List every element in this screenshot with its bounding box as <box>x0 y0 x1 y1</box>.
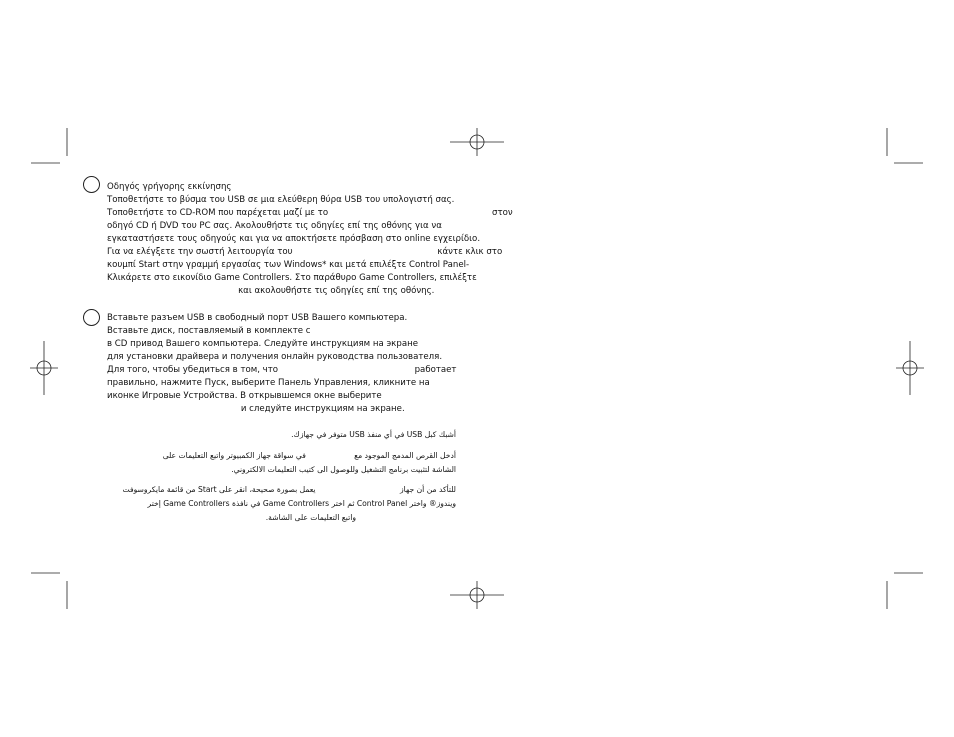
arabic-line: الشاشة لتثبيت برنامج التشغيل وللوصول الى كتيب التعليمات الالكتروني. <box>231 465 456 474</box>
arabic-line: ويندوز® واختر Control Panel ثم اختر Game Controllers في نافذة Game Controllers إختر <box>147 499 456 508</box>
arabic-line: أدخل القرص المدمج الموجود مع في سواقة جهاز الكمبيوتر واتبع التعليمات على <box>162 451 456 460</box>
russian-line: Вставьте диск, поставляемый в комплекте с <box>107 326 311 336</box>
greek-line: Τοποθετήστε το CD-ROM που παρέχεται μαζί με το στον <box>107 208 513 218</box>
greek-section-marker <box>83 176 100 193</box>
russian-line: Для того, чтобы убедиться в том, что работает <box>107 365 457 375</box>
greek-line: κουμπί Start στην γραμμή εργασίας των Windows* και μετά επιλέξτε Control Panel- <box>107 260 470 270</box>
greek-line: εγκαταστήσετε τους οδηγούς και για να αποκτήσετε πρόσβαση στο online εγχειρίδιο. <box>107 234 481 244</box>
greek-line: Για να ελέγξετε την σωστή λειτουργία του κάντε κλικ στο <box>107 247 503 257</box>
arabic-section <box>100 425 456 524</box>
arabic-line: أشبك كبل USB في أي منفذ USB متوفر في جهازك. <box>291 430 456 439</box>
russian-line: в CD привод Вашего компьютера. Следуйте инструкциям на экране <box>107 339 418 349</box>
greek-line: Κλικάρετε στο εικονίδιο Game Controllers. Στο παράθυρο Game Controllers, επιλέξτε <box>107 273 477 283</box>
registration-mark-top <box>450 128 504 156</box>
russian-line: правильно, нажмите Пуск, выберите Панель Управления, кликните на <box>107 378 430 388</box>
registration-mark-bottom <box>450 581 504 609</box>
russian-section <box>107 312 456 416</box>
greek-section <box>107 181 513 298</box>
greek-line: Τοποθετήστε το βύσμα του USB σε μια ελεύθερη θύρα USB του υπολογιστή σας. <box>107 195 455 205</box>
greek-line: οδηγό CD ή DVD του PC σας. Ακολουθήστε τις οδηγίες επί της οθόνης για να <box>107 221 442 231</box>
russian-line: иконке Игровые Устройства. В открывшемся окне выберите <box>107 391 382 401</box>
registration-mark-right <box>896 341 924 395</box>
greek-title: Οδηγός γρήγορης εκκίνησης <box>107 182 232 192</box>
russian-line: для установки драйвера и получения онлайн руководства пользователя. <box>107 352 443 362</box>
registration-mark-left <box>30 341 58 395</box>
arabic-line: للتأكد من أن جهاز يعمل بصورة صحيحة، انقر على Start من قائمة مايكروسوفت <box>122 485 456 494</box>
russian-line: Вставьте разъем USB в свободный порт USB Вашего компьютера. <box>107 313 408 323</box>
arabic-line: واتبع التعليمات على الشاشة. <box>265 513 356 522</box>
greek-line: και ακολουθήστε τις οδηγίες επί της οθόνης. <box>107 286 435 296</box>
russian-line: и следуйте инструкциям на экране. <box>107 404 405 414</box>
russian-section-marker <box>83 309 100 326</box>
